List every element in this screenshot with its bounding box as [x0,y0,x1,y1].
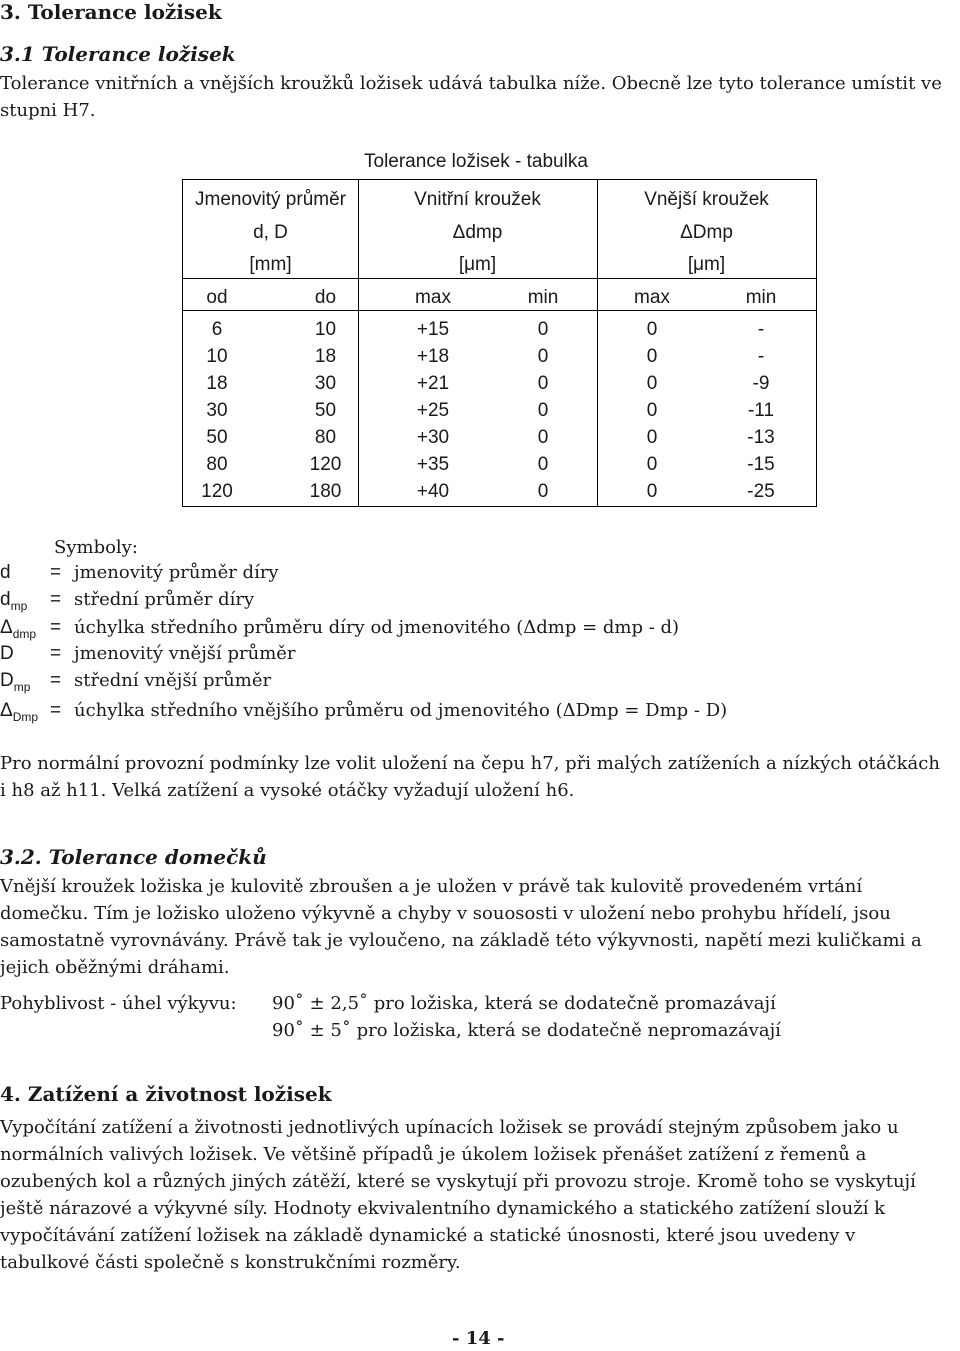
subheader-outer-min: min [745,287,777,308]
swing-label: Pohyblivost - úhel výkyvu: [0,993,237,1014]
table-row [183,346,816,373]
header-inner-ring-symbol: Δdmp [452,222,503,243]
cell-do: 80 [314,427,337,448]
cell-od: 30 [206,400,228,421]
section-4-text: Vypočítání zatížení a životnosti jednotlivých upínacích ložisek se provádí stejným způsobem jako u normálních valivých ložisek. Ve většině případů je úkolem ložisek přenášet zatížení z řemenů a ozubených kol a různých jiných zátěží, které se vyskytují při provozu stroje. Kromě toho se vyskytují ještě nárazové a výkyvné síly. Hodnoty ekvivalentního dynamického a statického zatížení slouží k vypočítávání zatížení ložisek na základě dynamické a statické únosnosti, které jsou uvedeny v tabulkové části společně s konstrukčními rozměry. [0,1117,916,1273]
symbol-equals: = [50,670,62,691]
section-4-title: 4. Zatížení a životnost ložisek [0,1082,332,1106]
section-3-2-text: Vnější kroužek ložiska je kulovitě zbroušen a je uložen v právě tak kulovitě provedeném vrtání domečku. Tím je ložisko uloženo výkyvně a chyby v souososti v uložení nebo prohybu hřídelí, jsou samostatně vyrovnávány. Právě tak je vyloučeno, na základě této výkyvnosti, napětí mezi kuličkami a jejich oběžnými dráhami. [0,876,922,978]
cell-od: 50 [206,427,228,448]
cell-outer-max: 0 [646,373,658,394]
cell-outer-min: -25 [747,481,775,502]
cell-inner-max: +30 [416,427,450,448]
table-row [183,400,816,427]
cell-do: 120 [309,454,342,475]
symbol-key: d [0,562,11,583]
cell-inner-max: +21 [416,373,450,394]
header-nominal-diameter-unit: [mm] [249,254,292,275]
cell-outer-min: -13 [747,427,775,448]
cell-inner-max: +15 [416,319,450,340]
cell-do: 30 [314,373,337,394]
cell-inner-min: 0 [537,481,549,502]
cell-od: 10 [206,346,228,367]
cell-do: 180 [309,481,342,502]
section-3-1-text: Tolerance vnitřních a vnějších kroužků ložisek udává tabulka níže. Obecně lze tyto tolerance umístit ve stupni H7. [0,73,942,121]
section-3-1-title: 3.1 Tolerance ložisek [0,42,236,66]
cell-do: 18 [314,346,337,367]
cell-outer-min: - [757,319,765,340]
header-outer-ring-unit: [μm] [687,254,726,275]
header-nominal-diameter-symbol: d, D [253,222,288,243]
subheader-do: do [314,287,337,308]
symbol-key: D [0,643,14,664]
symbol-key: $\Delta_{Dmp}$ [0,700,39,724]
cell-do: 10 [314,319,337,340]
symbol-description: úchylka středního vnějšího průměru od jmenovitého (ΔDmp = Dmp - D) [74,700,728,721]
header-inner-ring-unit: [μm] [458,254,497,275]
cell-outer-min: -15 [747,454,775,475]
cell-outer-max: 0 [646,400,658,421]
symbol-description: střední průměr díry [74,589,255,610]
cell-inner-max: +25 [416,400,450,421]
symbol-key: $d_{mp}$ [0,589,28,613]
symbol-item [0,562,700,589]
cell-outer-max: 0 [646,346,658,367]
subheader-inner-min: min [527,287,559,308]
page-number: - 14 - [452,1328,505,1349]
header-outer-ring-symbol: ΔDmp [680,222,733,243]
cell-inner-max: +18 [416,346,450,367]
header-outer-ring: Vnější kroužek [644,189,769,210]
symbol-item [0,670,700,697]
section-3-2-title: 3.2. Tolerance domečků [0,845,267,869]
symbol-description: jmenovitý vnější průměr [74,643,296,664]
symbol-item [0,643,700,670]
cell-od: 120 [201,481,233,502]
fit-text: Pro normální provozní podmínky lze volit uložení na čepu h7, při malých zatíženích a nízkých otáčkách i h8 až h11. Velká zatížení a vysoké otáčky vyžadují uložení h6. [0,753,940,801]
symbols-heading: Symboly: [54,537,138,558]
header-inner-ring: Vnitřní kroužek [414,189,541,210]
cell-outer-min: -9 [752,373,770,394]
symbol-equals: = [50,700,62,721]
subheader-inner-max: max [415,287,451,308]
cell-od: 6 [211,319,223,340]
cell-inner-max: +35 [416,454,450,475]
symbol-equals: = [50,617,62,638]
symbol-key: $\Delta_{dmp}$ [0,617,37,641]
symbol-item [0,589,700,616]
table-row [183,319,816,346]
symbol-equals: = [50,643,62,664]
symbol-key: $D_{mp}$ [0,670,31,694]
table-row [183,373,816,400]
symbol-equals: = [50,589,62,610]
symbol-description: střední vnější průměr [74,670,272,691]
cell-outer-max: 0 [646,319,658,340]
cell-inner-min: 0 [537,400,549,421]
cell-inner-min: 0 [537,427,549,448]
cell-od: 18 [206,373,228,394]
swing-line-2: 90˚ ± 5˚ pro ložiska, která se dodatečně nepromazávají [272,1020,781,1041]
symbol-description: úchylka středního průměru díry od jmenovitého (Δdmp = dmp - d) [74,617,680,638]
section-3-title: 3. Tolerance ložisek [0,0,222,24]
cell-od: 80 [206,454,228,475]
cell-outer-max: 0 [646,454,658,475]
header-nominal-diameter: Jmenovitý průměr [195,189,346,210]
table-row [183,454,816,481]
cell-inner-min: 0 [537,454,549,475]
table-row [183,481,816,506]
cell-do: 50 [314,400,337,421]
subheader-outer-max: max [634,287,670,308]
cell-inner-min: 0 [537,373,549,394]
cell-outer-max: 0 [646,481,658,502]
cell-inner-min: 0 [537,346,549,367]
symbol-description: jmenovitý průměr díry [74,562,279,583]
symbol-item [0,700,800,727]
symbol-item [0,617,800,644]
cell-outer-max: 0 [646,427,658,448]
cell-inner-min: 0 [537,319,549,340]
cell-outer-min: - [757,346,765,367]
symbol-equals: = [50,562,62,583]
cell-inner-max: +40 [416,481,450,502]
cell-outer-min: -11 [747,400,775,421]
swing-line-1: 90˚ ± 2,5˚ pro ložiska, která se dodatečně promazávají [272,993,776,1014]
subheader-od: od [206,287,228,308]
table-caption: Tolerance ložisek - tabulka [364,151,588,172]
table-row [183,427,816,454]
tolerance-table [182,179,817,507]
